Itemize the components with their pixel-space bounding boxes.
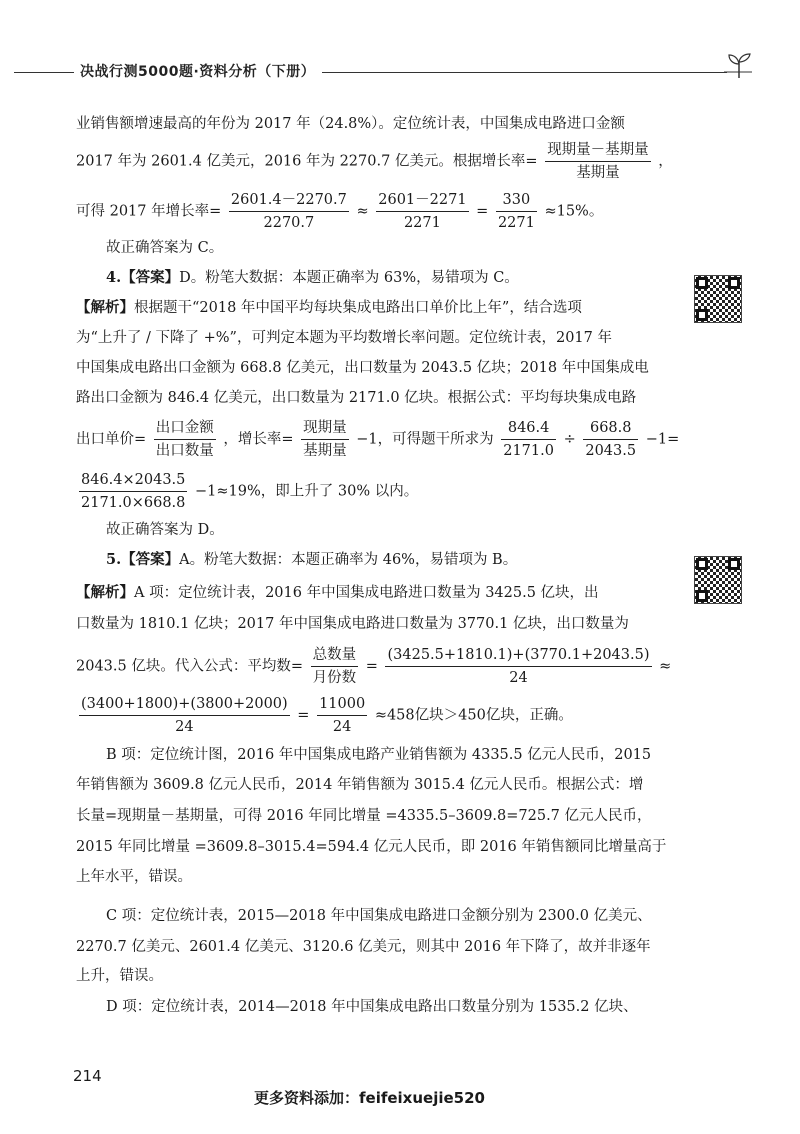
qr-code-q5[interactable] (694, 556, 742, 604)
fraction-denominator: 出口数量 (155, 443, 214, 459)
fraction (317, 694, 367, 737)
text-segment: −1= (645, 431, 680, 448)
answer-line-q4 (106, 268, 519, 288)
fraction (154, 418, 216, 461)
fraction-numerator: 11000 (317, 694, 367, 716)
answer-line-q5 (106, 550, 517, 570)
text-segment: −1，可得题干所求为 (356, 431, 494, 448)
text-line: 业销售额增速最高的年份为 2017 年（24.8%）。定位统计表，中国集成电路进口金额 (76, 116, 625, 132)
text-segment: 根据题干“2018 年中国平均每块集成电路出口单价比上年”，结合选项 (134, 300, 582, 316)
fraction-numerator: 出口金额 (154, 418, 216, 440)
text-line: 路出口金额为 846.4 亿美元，出口数量为 2171.0 亿块。根据公式：平均每块集成电路 (76, 390, 637, 406)
analysis-label: 【解析】 (76, 584, 134, 601)
page-number: 214 (73, 1067, 102, 1085)
text-segment: 2017 年为 2601.4 亿美元，2016 年为 2270.7 亿美元。根据增长率= (76, 153, 538, 170)
fraction-denominator: 2043.5 (585, 443, 637, 459)
fraction-numerator: 现期量 (301, 418, 349, 440)
text-segment: ， (658, 153, 673, 170)
text-segment: D。粉笔大数据：本题正确率为 63%，易错项为 C。 (179, 270, 519, 286)
equals-sign: = (365, 658, 378, 675)
text-segment: 出口单价= (76, 431, 147, 448)
fraction-denominator: 基期量 (576, 165, 620, 181)
fraction-numerator: 846.4×2043.5 (79, 470, 187, 492)
fraction-numerator: 总数量 (311, 645, 359, 667)
header-rule-right (322, 72, 727, 73)
formula-line-2017-growth (76, 190, 603, 233)
fraction-numerator: 2601.4－2270.7 (229, 190, 349, 212)
text-segment: ≈458亿块＞450亿块，正确。 (374, 707, 573, 724)
fraction-numerator: (3400+1800)+(3800+2000) (79, 694, 290, 716)
fraction (79, 470, 187, 513)
analysis-line-q5 (76, 583, 599, 603)
text-segment: 可得 2017 年增长率= (76, 203, 222, 220)
fraction (229, 190, 349, 233)
text-line: 口数量为 1810.1 亿块；2017 年中国集成电路进口数量为 3770.1 亿块，出口数量为 (76, 616, 629, 632)
qr-code-q4[interactable] (694, 275, 742, 323)
formula-line-estimate (76, 694, 573, 737)
divide-sign: ÷ (563, 431, 576, 448)
fraction-denominator: 2270.7 (263, 215, 315, 231)
text-line: 中国集成电路出口金额为 668.8 亿美元，出口数量为 2043.5 亿块；2018 年中国集成电 (76, 360, 649, 376)
fraction (385, 645, 651, 688)
text-line: 故正确答案为 D。 (106, 522, 224, 538)
text-line: 年销售额为 3609.8 亿元人民币，2014 年销售额为 3015.4 亿元人民币。根据公式：增 (76, 777, 644, 793)
fraction (79, 694, 290, 737)
fraction (583, 418, 638, 461)
sprout-icon (724, 52, 754, 80)
fraction-numerator: (3425.5+1810.1)+(3770.1+2043.5) (385, 645, 651, 667)
text-line: 2015 年同比增量 =3609.8–3015.4=594.4 亿元人民币，即 2016 年销售额同比增量高于 (76, 839, 667, 855)
text-line: 长量=现期量－基期量，可得 2016 年同比增量 =4335.5–3609.8=725.7 亿元人民币， (76, 808, 652, 824)
text-segment: A 项：定位统计表，2016 年中国集成电路进口数量为 3425.5 亿块，出 (134, 585, 599, 601)
text-line: 故正确答案为 C。 (106, 240, 224, 256)
fraction-denominator: 2271 (403, 215, 441, 231)
fraction (376, 190, 468, 233)
fraction (311, 645, 359, 688)
formula-line-result (76, 470, 418, 513)
running-header-title: 决战行测5000题·资料分析（下册） (80, 64, 316, 80)
text-segment: ，增长率= (223, 431, 294, 448)
fraction (501, 418, 556, 461)
fraction-denominator: 2171.0 (503, 443, 554, 459)
text-line: 2270.7 亿美元、2601.4 亿美元、3120.6 亿美元，则其中 2016 年下降了，故并非逐年 (76, 939, 651, 955)
fraction-numerator: 现期量－基期量 (545, 140, 651, 162)
analysis-line-q4 (76, 298, 582, 318)
text-line: D 项：定位统计表，2014—2018 年中国集成电路出口数量分别为 1535.2 亿块、 (106, 999, 638, 1015)
fraction-denominator: 月份数 (312, 670, 357, 686)
text-segment: A。粉笔大数据：本题正确率为 46%，易错项为 B。 (179, 552, 518, 568)
text-segment: ≈15%。 (544, 203, 604, 220)
text-line: C 项：定位统计表，2015—2018 年中国集成电路进口金额分别为 2300.0 亿美元、 (106, 908, 652, 924)
fraction-denominator: 24 (509, 670, 528, 686)
text-line: B 项：定位统计图，2016 年中国集成电路产业销售额为 4335.5 亿元人民币，2015 (106, 747, 652, 763)
fraction-numerator: 846.4 (501, 418, 556, 440)
text-line: 上年水平，错误。 (76, 869, 192, 885)
approx-sign: ≈ (356, 203, 369, 220)
fraction-numerator: 2601－2271 (376, 190, 468, 212)
fraction-denominator: 2171.0×668.8 (81, 495, 186, 511)
fraction-denominator: 2271 (497, 215, 535, 231)
answer-label: 4.【答案】 (106, 269, 180, 286)
header-rule-left (14, 72, 74, 73)
fraction (301, 418, 349, 461)
fraction-denominator: 24 (175, 719, 194, 735)
formula-line-average (76, 645, 671, 688)
formula-line-unit-price (76, 418, 679, 461)
text-line: 上升，错误。 (76, 968, 163, 984)
footer-note: 更多资料添加：feifeixuejie520 (254, 1089, 485, 1107)
answer-label: 5.【答案】 (106, 551, 180, 568)
text-segment: 2043.5 亿块。代入公式：平均数= (76, 658, 303, 675)
fraction-denominator: 24 (332, 719, 352, 735)
text-line: 为“上升了 / 下降了 +%”，可判定本题为平均数增长率问题。定位统计表，2017 年 (76, 330, 612, 346)
fraction-denominator: 基期量 (303, 443, 347, 459)
fraction (545, 140, 651, 183)
equals-sign: = (476, 203, 489, 220)
fraction (496, 190, 537, 233)
approx-sign: ≈ (659, 658, 672, 675)
formula-line-growth-rate (76, 140, 673, 183)
text-segment: −1≈19%，即上升了 30% 以内。 (195, 483, 419, 500)
fraction-numerator: 330 (496, 190, 537, 212)
fraction-numerator: 668.8 (583, 418, 638, 440)
analysis-label: 【解析】 (76, 299, 134, 316)
equals-sign: = (297, 707, 310, 724)
